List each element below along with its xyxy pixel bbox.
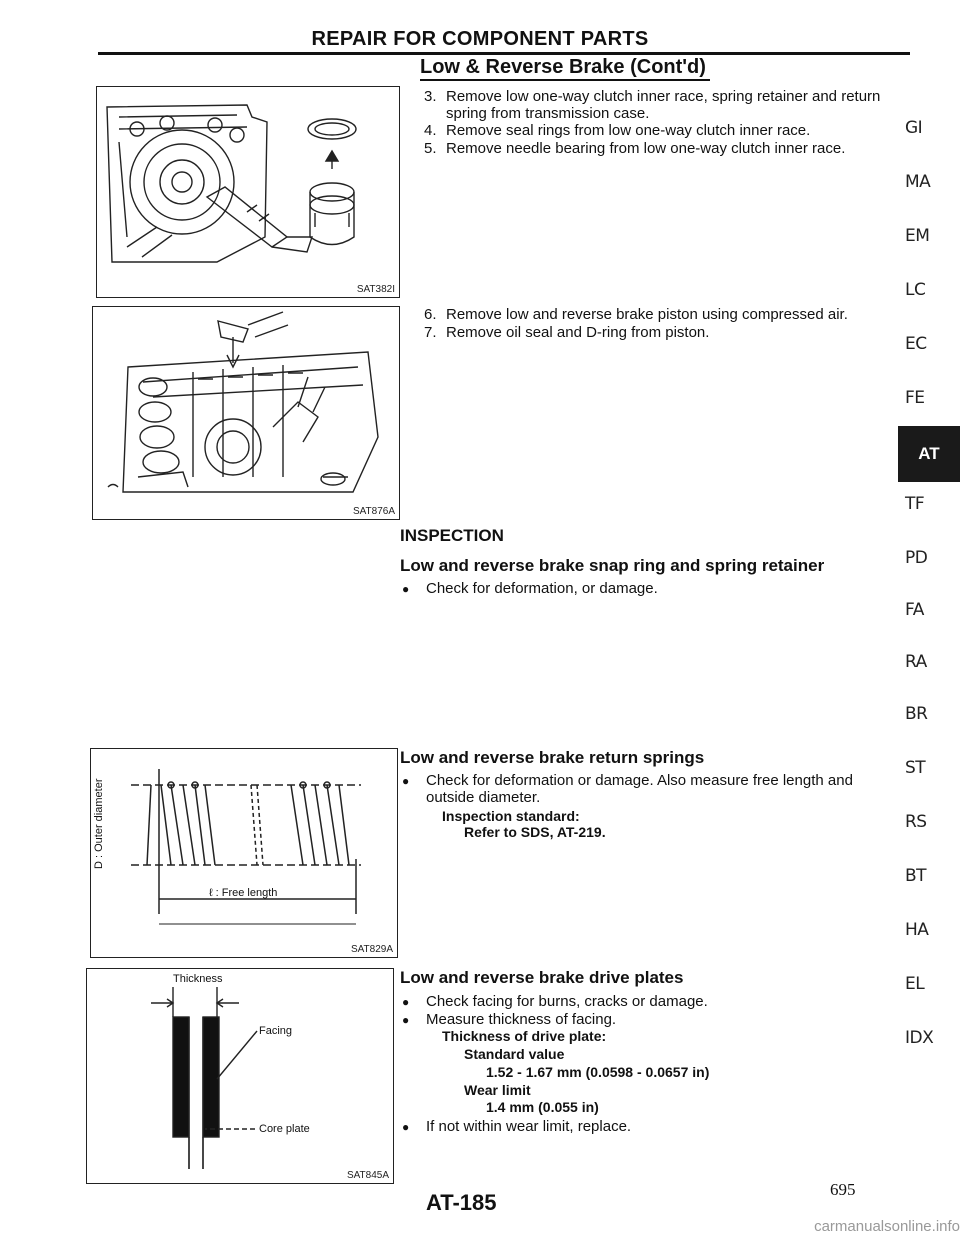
springs-std-ref: Refer to SDS, AT-219. xyxy=(464,824,606,840)
sidebar-item-ec[interactable]: EC xyxy=(905,334,927,354)
step-text: Remove low and reverse brake piston using compressed air. xyxy=(446,306,848,323)
return-spring-diagram xyxy=(91,749,395,939)
step-6 xyxy=(424,306,910,323)
wear-limit-value: 1.4 mm (0.055 in) xyxy=(486,1099,599,1115)
sidebar-item-ra[interactable]: RA xyxy=(905,652,927,672)
sidebar-item-pd[interactable]: PD xyxy=(905,548,928,568)
inspection-heading: INSPECTION xyxy=(400,526,504,545)
step-number: 6. xyxy=(424,306,437,323)
free-length-label: ℓ : Free length xyxy=(209,887,278,899)
page-number: 695 xyxy=(830,1180,856,1199)
wear-limit-label: Wear limit xyxy=(464,1082,531,1098)
step-4 xyxy=(424,122,910,139)
springs-std-label: Inspection standard: xyxy=(442,808,580,824)
step-number: 3. xyxy=(424,88,437,105)
drive-plate-thickness-diagram xyxy=(87,969,391,1169)
sidebar-item-rs[interactable]: RS xyxy=(905,812,927,832)
figure-code: SAT845A xyxy=(346,1170,389,1181)
sidebar-item-st[interactable]: ST xyxy=(905,758,926,778)
figure-sat829a xyxy=(90,748,398,958)
step-7 xyxy=(424,324,910,341)
standard-value-label: Standard value xyxy=(464,1046,565,1062)
thickness-of-plate-label: Thickness of drive plate: xyxy=(442,1028,607,1044)
header-rule xyxy=(98,52,910,55)
page-header: REPAIR FOR COMPONENT PARTS xyxy=(311,28,649,50)
step-text: Remove oil seal and D-ring from piston. xyxy=(446,324,710,341)
figure-code: SAT382I xyxy=(356,284,395,295)
sidebar-item-lc[interactable]: LC xyxy=(905,280,926,300)
facing-label: Facing xyxy=(259,1025,293,1037)
figure-sat845a xyxy=(86,968,394,1184)
step-5 xyxy=(424,140,910,157)
clutch-race-removal-illustration xyxy=(97,87,397,277)
sidebar-item-fe[interactable]: FE xyxy=(905,388,925,408)
sidebar-item-idx[interactable]: IDX xyxy=(905,1028,934,1048)
snap-ring-title: Low and reverse brake snap ring and spring retainer xyxy=(400,556,825,575)
page-code: AT-185 xyxy=(426,1190,497,1215)
step-3 xyxy=(424,88,910,122)
sidebar-item-ma[interactable]: MA xyxy=(905,172,931,192)
figure-code: SAT829A xyxy=(350,944,393,955)
sidebar-item-em[interactable]: EM xyxy=(905,226,930,246)
step-number: 4. xyxy=(424,122,437,139)
section-subtitle: Low & Reverse Brake (Cont'd) xyxy=(420,56,706,78)
figure-sat382i xyxy=(96,86,400,298)
step-number: 5. xyxy=(424,140,437,157)
step-text: Remove seal rings from low one-way clutch inner race. xyxy=(446,122,811,139)
step-number: 7. xyxy=(424,324,437,341)
plates-bullet-1: ● Check facing for burns, cracks or damage. xyxy=(402,993,708,1010)
sidebar-item-br[interactable]: BR xyxy=(905,704,928,724)
figure-code: SAT876A xyxy=(352,506,395,517)
plates-bullet-3: ● If not within wear limit, replace. xyxy=(402,1118,632,1135)
springs-bullet: ● Check for deformation or damage. Also measure free length and outside diameter. xyxy=(402,772,853,806)
sidebar-item-el[interactable]: EL xyxy=(905,974,925,994)
plates-title: Low and reverse brake drive plates xyxy=(400,968,684,987)
sidebar-item-tf[interactable]: TF xyxy=(905,494,925,514)
springs-title: Low and reverse brake return springs xyxy=(400,748,705,767)
plates-bullet-2: ● Measure thickness of facing. xyxy=(402,1011,617,1028)
sidebar-item-at[interactable]: AT xyxy=(898,426,960,482)
snap-ring-bullet: ● Check for deformation, or damage. xyxy=(402,580,658,597)
sidebar-item-bt[interactable]: BT xyxy=(905,866,927,886)
watermark: carmanualsonline.info xyxy=(814,1218,960,1235)
thickness-label: Thickness xyxy=(173,973,223,985)
outer-diameter-label: D : Outer diameter xyxy=(93,778,105,869)
sidebar-item-fa[interactable]: FA xyxy=(905,600,924,620)
step-text: Remove needle bearing from low one-way clutch inner race. xyxy=(446,140,846,157)
piston-removal-illustration xyxy=(93,307,397,502)
figure-sat876a xyxy=(92,306,400,520)
subtitle-rule xyxy=(420,79,710,81)
sidebar-item-gi[interactable]: GI xyxy=(905,118,923,138)
step-text: Remove low one-way clutch inner race, spring retainer and return spring from transmission case. xyxy=(446,88,881,122)
sidebar-item-ha[interactable]: HA xyxy=(905,920,929,940)
core-plate-label: Core plate xyxy=(259,1123,310,1135)
standard-value: 1.52 - 1.67 mm (0.0598 - 0.0657 in) xyxy=(486,1064,710,1080)
